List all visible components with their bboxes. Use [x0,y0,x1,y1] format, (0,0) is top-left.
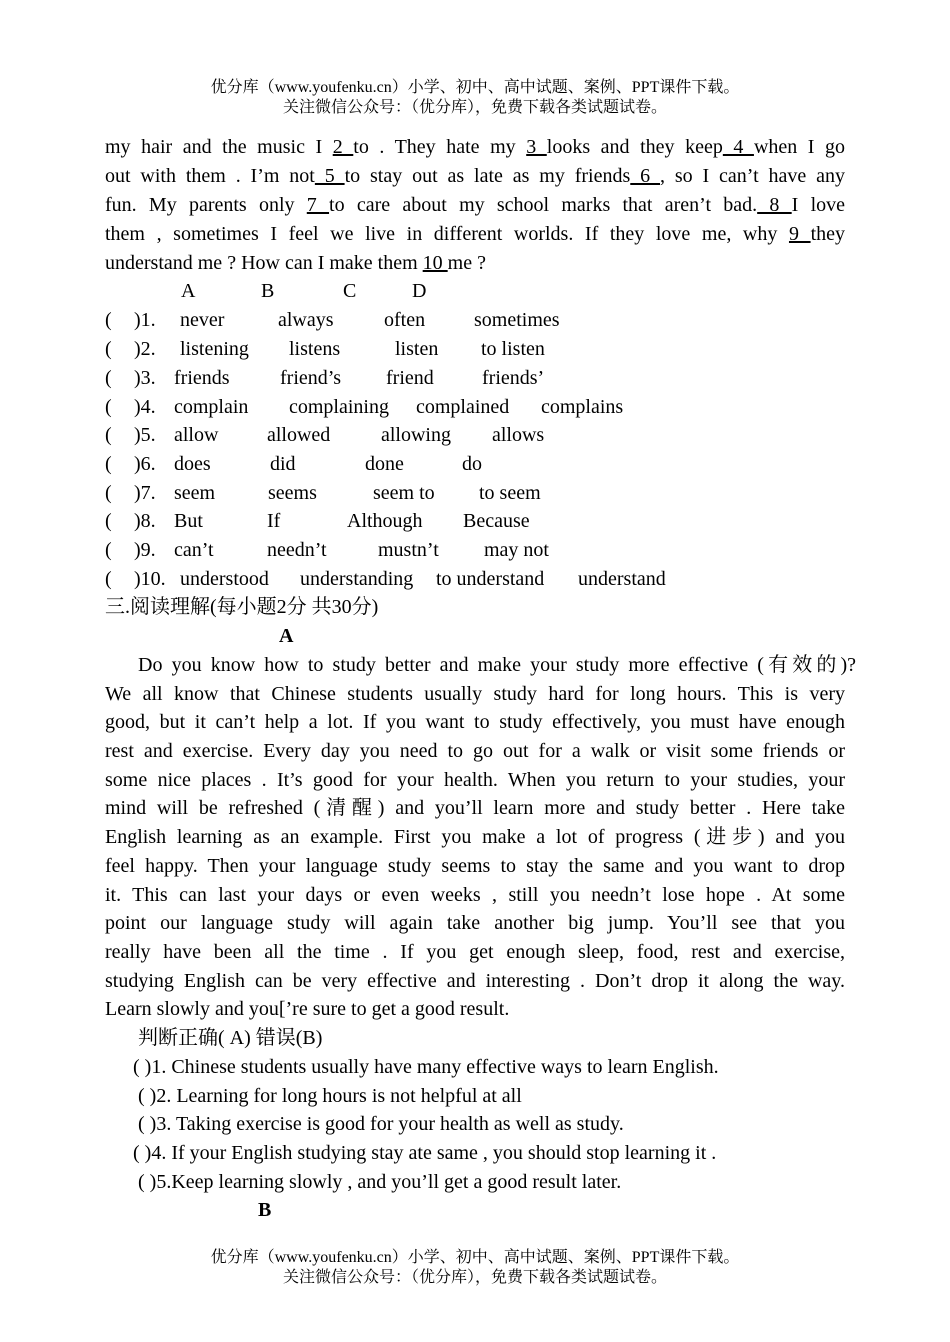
cloze-line-1: my hair and the music I 2 to . They hate my 3 looks and they keep 4 when I go [105,136,846,158]
blank-2: 2 [332,136,354,158]
passage-line: it. This can last your days or even weeks , still you needn’t lose hope . At some [105,884,845,906]
choice-header-a: A [181,280,196,302]
passage-line: feel happy. Then your language study seems to stay the same and you want to drop [105,855,845,877]
cloze-line-2: out with them . I’m not 5 to stay out as late as my friends 6 , so I can’t have any [105,165,846,187]
passage-line: We all know that Chinese students usually study hard for long hours. This is very [105,683,845,705]
section-3-title: 三.阅读理解(每小题2分 共30分) [105,596,379,618]
judge-item: ( )3. Taking exercise is good for your health as well as study. [138,1113,624,1135]
judge-item: ( )2. Learning for long hours is not helpful at all [138,1085,522,1107]
header-line-1: 优分库（www.youfenku.cn）小学、初中、高中试题、案例、PPT课件下载。 [210,79,740,96]
passage-line: point our language study will again take another big jump. You’ll see that you [105,912,845,934]
blank-7: 7 [306,194,330,216]
passage-b-label: B [258,1199,272,1221]
blank-9: 9 [788,223,811,245]
choice-header-b: B [261,280,275,302]
judge-instruction: 判断正确( A) 错误(B) [138,1027,323,1049]
passage-a-label: A [279,625,294,647]
header-line-2: 关注微信公众号：（优分库），免费下载各类试题试卷。 [282,99,667,116]
passage-line: Do you know how to study better and make your study more effective (有效的)? [138,654,856,676]
judge-item: ( )5.Keep learning slowly , and you’ll get a good result later. [138,1171,622,1193]
blank-6: 6 [630,165,660,187]
page-footer [0,1248,950,1288]
choice-header-d: D [412,280,427,302]
page-header [0,78,950,118]
passage-line: some nice places . It’s good for your health. When you return to your studies, your [105,769,845,791]
footer-line-1: 优分库（www.youfenku.cn）小学、初中、高中试题、案例、PPT课件下载。 [210,1249,740,1266]
cloze-line-4: them , sometimes I feel we live in different worlds. If they love me, why 9 they [105,223,846,245]
blank-10: 10 [422,252,448,274]
passage-line: English learning as an example. First you make a lot of progress (进步) and you [105,826,845,848]
blank-8: 8 [757,194,792,216]
blank-5: 5 [314,165,345,187]
judge-item: ( )1. Chinese students usually have many effective ways to learn English. [133,1056,719,1078]
choice-header-c: C [343,280,357,302]
passage-line: good, but it can’t help a lot. If you want to study effectively, you must have enough [105,711,845,733]
passage-line: studying English can be very effective and interesting . Don’t drop it along the way. [105,970,845,992]
blank-4: 4 [722,136,754,158]
passage-line: rest and exercise. Every day you need to go out for a walk or visit some friends or [105,740,845,762]
cloze-line-3: fun. My parents only 7 to care about my school marks that aren’t bad. 8 I love [105,194,846,216]
judge-item: ( )4. If your English studying stay ate same , you should stop learning it . [133,1142,717,1164]
passage-line: mind will be refreshed (清醒) and you’ll learn more and study better . Here take [105,797,845,819]
passage-line: Learn slowly and you[’re sure to get a good result. [105,998,510,1020]
cloze-line-5: understand me ? How can I make them 10 me ? [105,252,486,274]
footer-line-2: 关注微信公众号：（优分库），免费下载各类试题试卷。 [282,1269,667,1286]
passage-line: really have been all the time . If you get enough sleep, food, rest and exercise, [105,941,845,963]
blank-3: 3 [526,136,547,158]
